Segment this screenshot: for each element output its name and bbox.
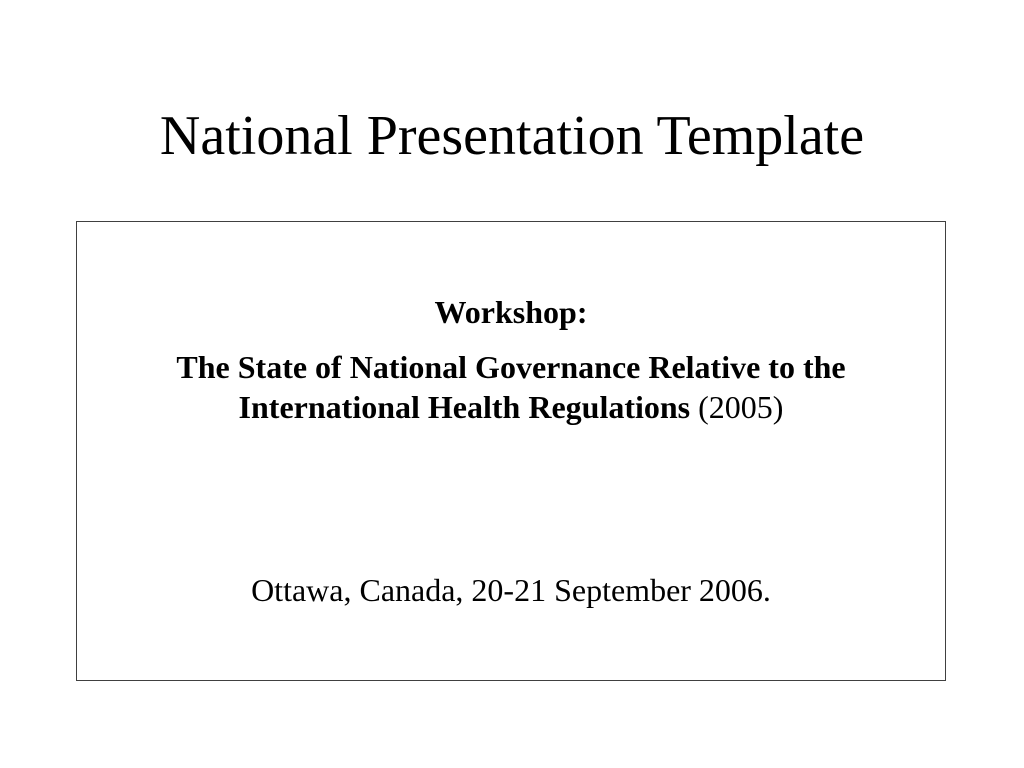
workshop-title-line1: The State of National Governance Relative to the: [176, 349, 846, 385]
workshop-title: [91, 347, 931, 427]
content-box: [76, 221, 946, 681]
workshop-label: Workshop:: [434, 294, 588, 330]
workshop-title-year: (2005): [690, 389, 784, 425]
workshop-title-bold: International Health Regulations: [238, 389, 691, 425]
slide-title: National Presentation Template: [159, 105, 865, 167]
workshop-title-line2: [91, 387, 931, 427]
location-date: Ottawa, Canada, 20-21 September 2006.: [251, 572, 771, 608]
